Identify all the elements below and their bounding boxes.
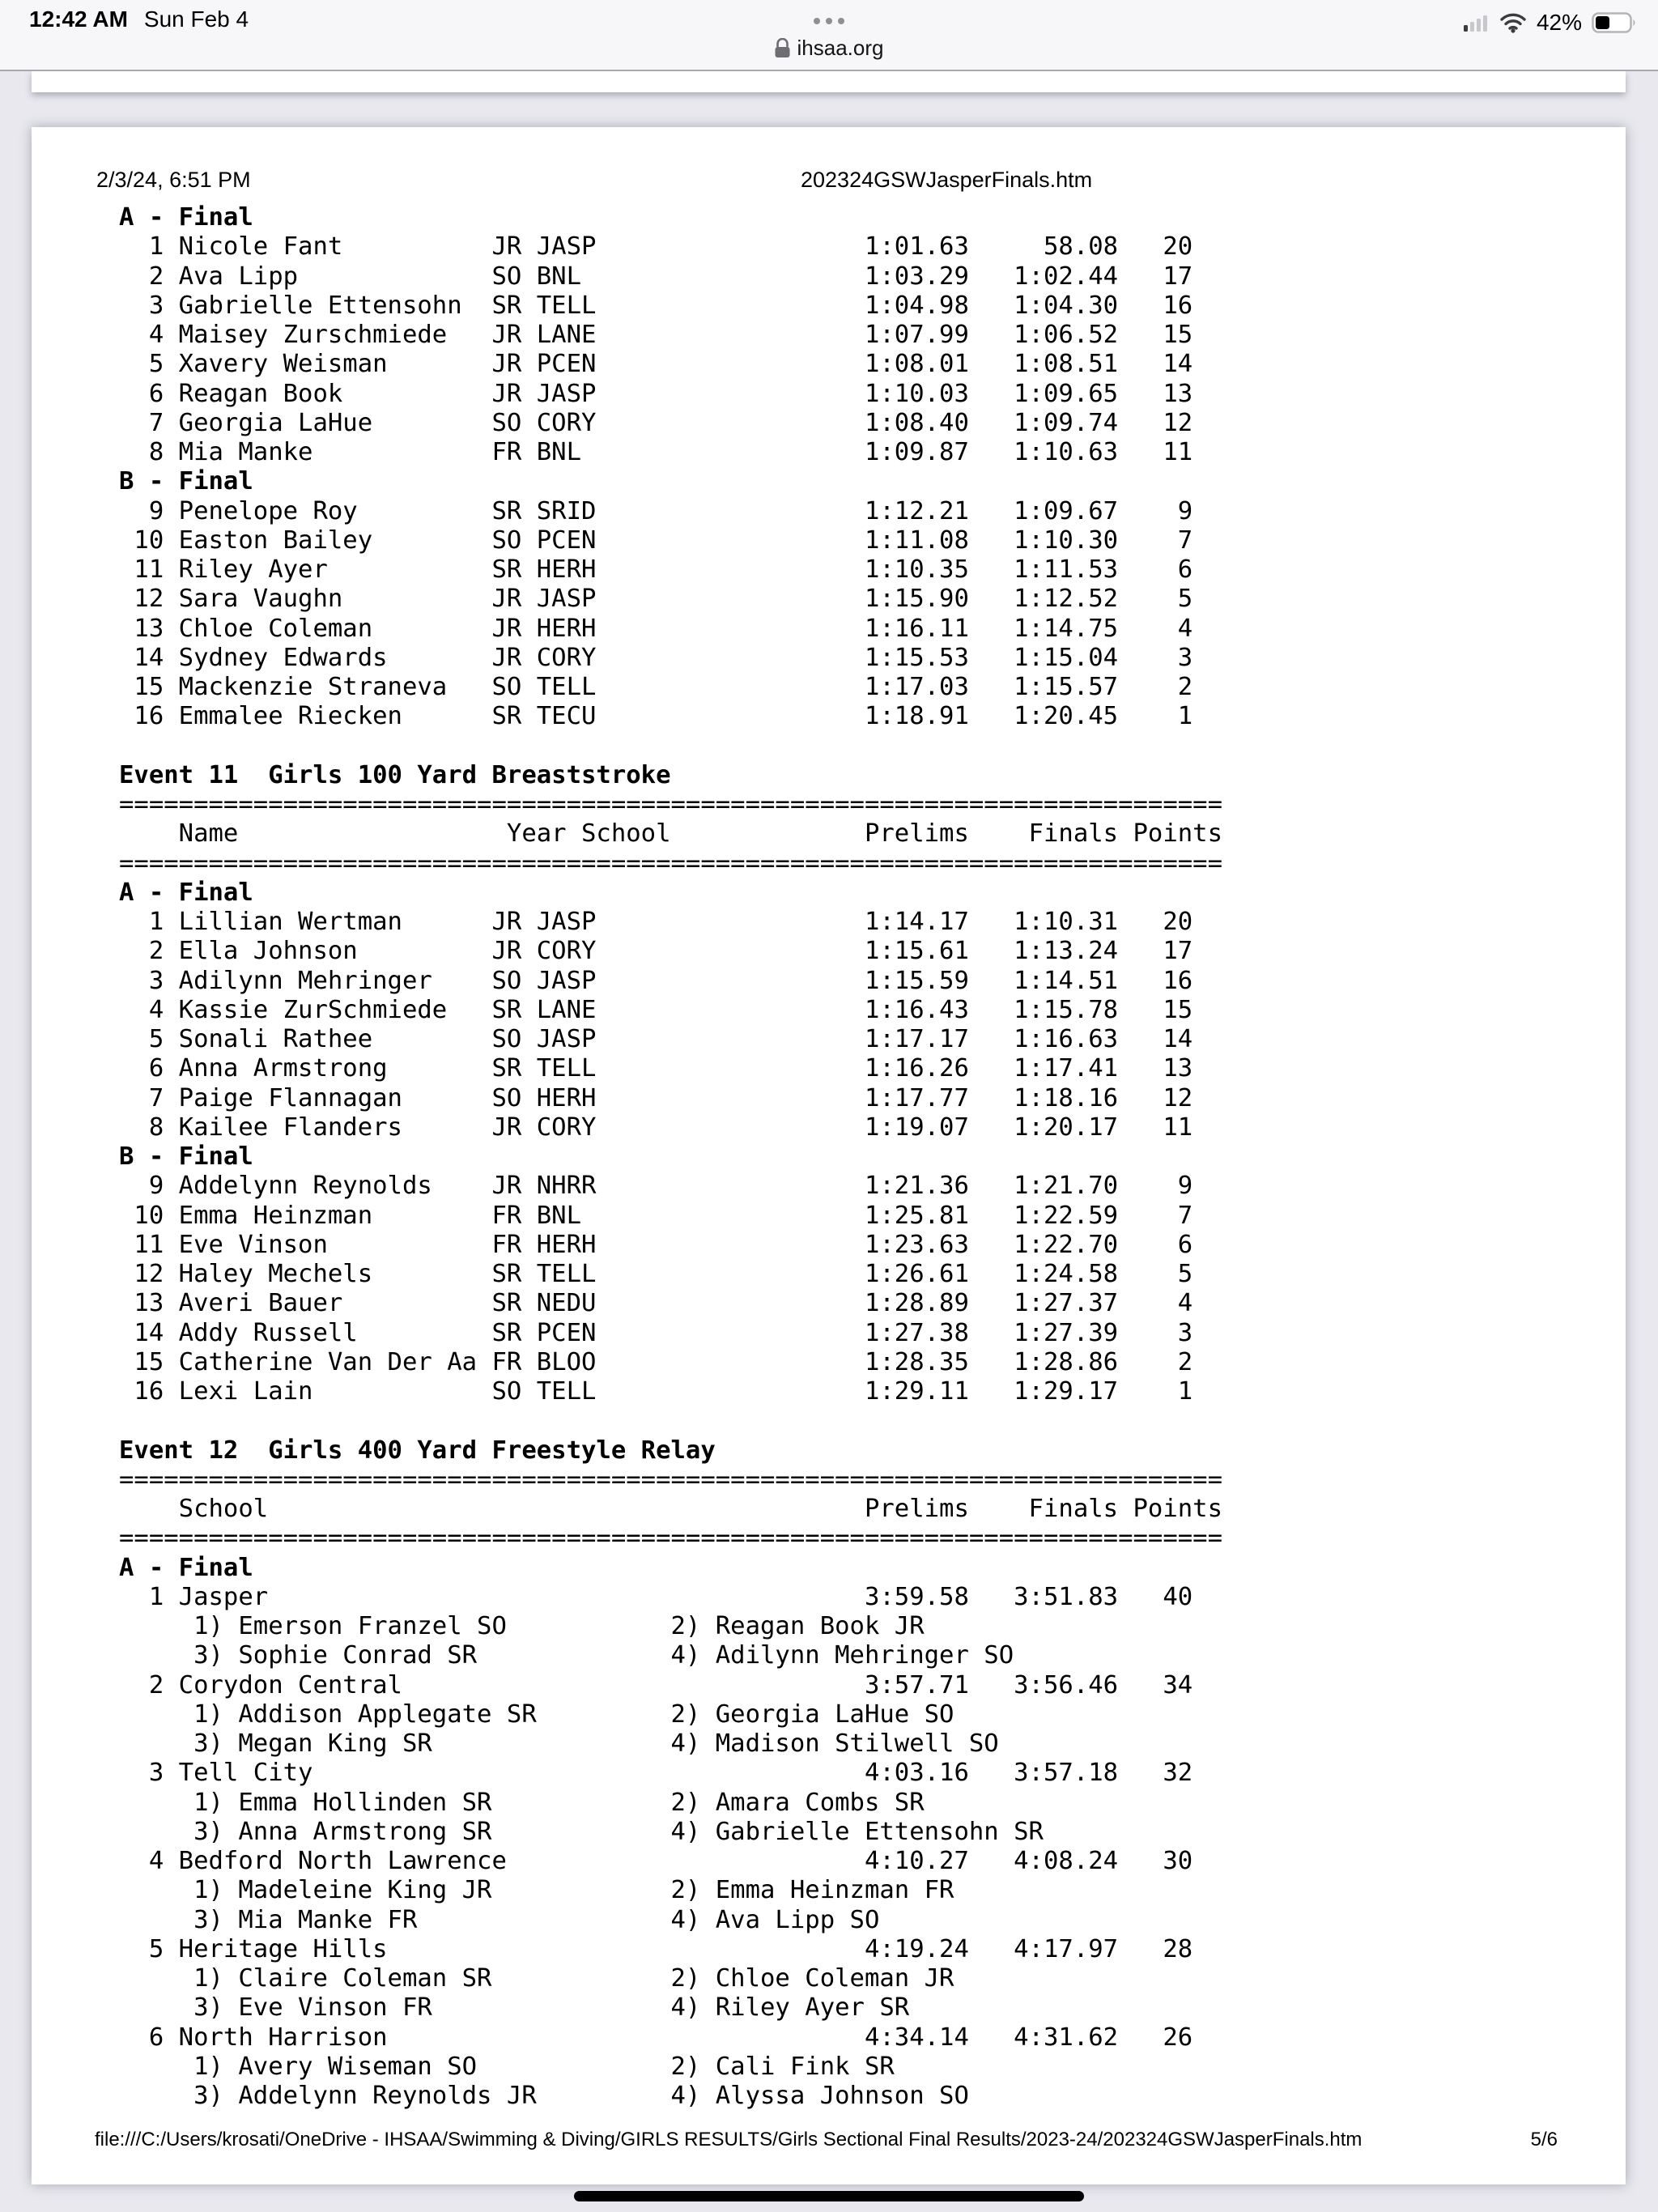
result-line: 13 Averi Bauer SR NEDU 1:28.89 1:27.37 4 xyxy=(119,1289,1193,1318)
result-line: 11 Riley Ayer SR HERH 1:10.35 1:11.53 6 xyxy=(119,555,1193,584)
result-line: 7 Paige Flannagan SO HERH 1:17.77 1:18.16 12 xyxy=(119,1083,1193,1112)
result-line: 1) Madeleine King JR 2) Emma Heinzman FR xyxy=(119,1876,954,1905)
battery-percent: 42% xyxy=(1536,10,1582,35)
section-heading-line: Event 12 Girls 400 Yard Freestyle Relay xyxy=(119,1436,716,1465)
cellular-icon xyxy=(1464,13,1490,32)
result-line: 14 Sydney Edwards JR CORY 1:15.53 1:15.04 3 xyxy=(119,643,1193,672)
result-line: School Prelims Finals Points xyxy=(119,1495,1223,1523)
result-line: 15 Catherine Van Der Aa FR BLOO 1:28.35 1:28.86 2 xyxy=(119,1347,1193,1376)
result-line: 12 Sara Vaughn JR JASP 1:15.90 1:12.52 5 xyxy=(119,585,1193,614)
result-line: 1) Avery Wiseman SO 2) Cali Fink SR xyxy=(119,2052,895,2081)
wifi-icon xyxy=(1499,13,1527,33)
dot-icon xyxy=(814,18,820,24)
result-line: 6 Reagan Book JR JASP 1:10.03 1:09.65 13 xyxy=(119,379,1193,408)
result-line: 15 Mackenzie Straneva SO TELL 1:17.03 1:15.57 2 xyxy=(119,673,1193,701)
result-line: 12 Haley Mechels SR TELL 1:26.61 1:24.58 5 xyxy=(119,1260,1193,1288)
result-line: 16 Emmalee Riecken SR TECU 1:18.91 1:20.45 1 xyxy=(119,702,1193,731)
previous-page-card xyxy=(32,71,1626,92)
print-footer-page-number: 5/6 xyxy=(1530,2129,1558,2150)
status-right xyxy=(1464,10,1637,36)
result-line: 1 Nicole Fant JR JASP 1:01.63 58.08 20 xyxy=(119,232,1193,262)
result-line: 3 Gabrielle Ettensohn SR TELL 1:04.98 1:04.30 16 xyxy=(119,291,1193,320)
section-heading-line: A - Final xyxy=(119,1553,253,1582)
status-time: 12:42 AM xyxy=(29,6,128,32)
result-line: 3) Megan King SR 4) Madison Stilwell SO xyxy=(119,1729,999,1758)
home-indicator[interactable] xyxy=(574,2191,1084,2201)
result-line: 6 North Harrison 4:34.14 4:31.62 26 xyxy=(119,2023,1193,2052)
result-line: ========================================================================== xyxy=(119,849,1223,878)
result-line: 7 Georgia LaHue SO CORY 1:08.40 1:09.74 12 xyxy=(119,408,1193,437)
print-header-filename: 202324GSWJasperFinals.htm xyxy=(801,168,1093,192)
result-line: 10 Easton Bailey SO PCEN 1:11.08 1:10.30 7 xyxy=(119,525,1193,555)
result-line: Name Year School Prelims Finals Points xyxy=(119,819,1223,849)
result-line: 2 Ella Johnson JR CORY 1:15.61 1:13.24 17 xyxy=(119,937,1193,966)
result-line: 2 Corydon Central 3:57.71 3:56.46 34 xyxy=(119,1670,1193,1699)
status-left xyxy=(29,6,249,32)
result-line: 11 Eve Vinson FR HERH 1:23.63 1:22.70 6 xyxy=(119,1230,1193,1259)
result-line: 3) Sophie Conrad SR 4) Adilynn Mehringer SO xyxy=(119,1641,1014,1670)
dot-icon xyxy=(838,18,844,24)
result-line: 1) Emma Hollinden SR 2) Amara Combs SR xyxy=(119,1788,925,1817)
result-line: 3) Anna Armstrong SR 4) Gabrielle Ettensohn SR xyxy=(119,1817,1044,1846)
dot-icon xyxy=(826,18,832,24)
url-domain: ihsaa.org xyxy=(797,36,884,60)
result-line: 1 Lillian Wertman JR JASP 1:14.17 1:10.31 20 xyxy=(119,908,1193,936)
result-line: 1) Claire Coleman SR 2) Chloe Coleman JR xyxy=(119,1964,954,1993)
result-line: 8 Mia Manke FR BNL 1:09.87 1:10.63 11 xyxy=(119,438,1193,466)
result-line: 6 Anna Armstrong SR TELL 1:16.26 1:17.41 13 xyxy=(119,1054,1193,1083)
results-document xyxy=(119,203,1222,2111)
section-heading-line: B - Final xyxy=(119,1142,253,1171)
result-line: 3) Addelynn Reynolds JR 4) Alyssa Johnson SO xyxy=(119,2082,969,2110)
result-line: ========================================================================== xyxy=(119,1465,1223,1494)
print-footer-path: file:///C:/Users/krosati/OneDrive - IHSAA/Swimming & Diving/GIRLS RESULTS/Girls Sectional Final Results/2023-24/202324GSWJasperFinals.htm xyxy=(95,2129,1363,2150)
result-line xyxy=(119,732,1222,761)
result-line: 5 Sonali Rathee SO JASP 1:17.17 1:16.63 14 xyxy=(119,1025,1193,1053)
result-line: 9 Addelynn Reynolds JR NHRR 1:21.36 1:21.70 9 xyxy=(119,1172,1193,1201)
result-line: 9 Penelope Roy SR SRID 1:12.21 1:09.67 9 xyxy=(119,496,1193,525)
result-line xyxy=(119,1406,1222,1436)
result-line: 5 Heritage Hills 4:19.24 4:17.97 28 xyxy=(119,1934,1193,1963)
result-line: 5 Xavery Weisman JR PCEN 1:08.01 1:08.51 14 xyxy=(119,350,1193,379)
result-line: 1) Addison Applegate SR 2) Georgia LaHue SO xyxy=(119,1699,954,1729)
result-line: 3 Tell City 4:03.16 3:57.18 32 xyxy=(119,1759,1193,1788)
result-line: 3) Mia Manke FR 4) Ava Lipp SO xyxy=(119,1905,880,1934)
result-line: 10 Emma Heinzman FR BNL 1:25.81 1:22.59 7 xyxy=(119,1201,1193,1230)
result-line: 8 Kailee Flanders JR CORY 1:19.07 1:20.17 11 xyxy=(119,1112,1193,1142)
section-heading-line: B - Final xyxy=(119,467,253,496)
lock-icon xyxy=(775,38,791,59)
result-line: 14 Addy Russell SR PCEN 1:27.38 1:27.39 3 xyxy=(119,1318,1193,1347)
result-line: ========================================================================== xyxy=(119,1524,1223,1553)
status-bar xyxy=(0,0,1658,71)
result-line: 2 Ava Lipp SO BNL 1:03.29 1:02.44 17 xyxy=(119,262,1193,291)
result-line: 1) Emerson Franzel SO 2) Reagan Book JR xyxy=(119,1612,925,1640)
status-date: Sun Feb 4 xyxy=(143,6,249,32)
section-heading-line: A - Final xyxy=(119,203,253,232)
battery-icon xyxy=(1592,11,1637,34)
page-dots-menu[interactable] xyxy=(814,18,844,24)
result-line: 16 Lexi Lain SO TELL 1:29.11 1:29.17 1 xyxy=(119,1377,1193,1406)
result-line: 4 Maisey Zurschmiede JR LANE 1:07.99 1:06.52 15 xyxy=(119,321,1193,349)
result-line: 3) Eve Vinson FR 4) Riley Ayer SR xyxy=(119,1993,910,2023)
result-line: 13 Chloe Coleman JR HERH 1:16.11 1:14.75 4 xyxy=(119,614,1193,643)
result-line: 4 Kassie ZurSchmiede SR LANE 1:16.43 1:15.78 15 xyxy=(119,995,1193,1024)
print-header-datetime: 2/3/24, 6:51 PM xyxy=(96,168,251,192)
result-line: 3 Adilynn Mehringer SO JASP 1:15.59 1:14.51 16 xyxy=(119,966,1193,995)
url-bar[interactable] xyxy=(775,36,884,61)
result-line: ========================================================================== xyxy=(119,790,1223,819)
section-heading-line: Event 11 Girls 100 Yard Breaststroke xyxy=(119,760,671,789)
result-line: 1 Jasper 3:59.58 3:51.83 40 xyxy=(119,1582,1193,1611)
section-heading-line: A - Final xyxy=(119,878,253,907)
results-page-card xyxy=(32,127,1626,2184)
result-line: 4 Bedford North Lawrence 4:10.27 4:08.24 30 xyxy=(119,1847,1193,1875)
